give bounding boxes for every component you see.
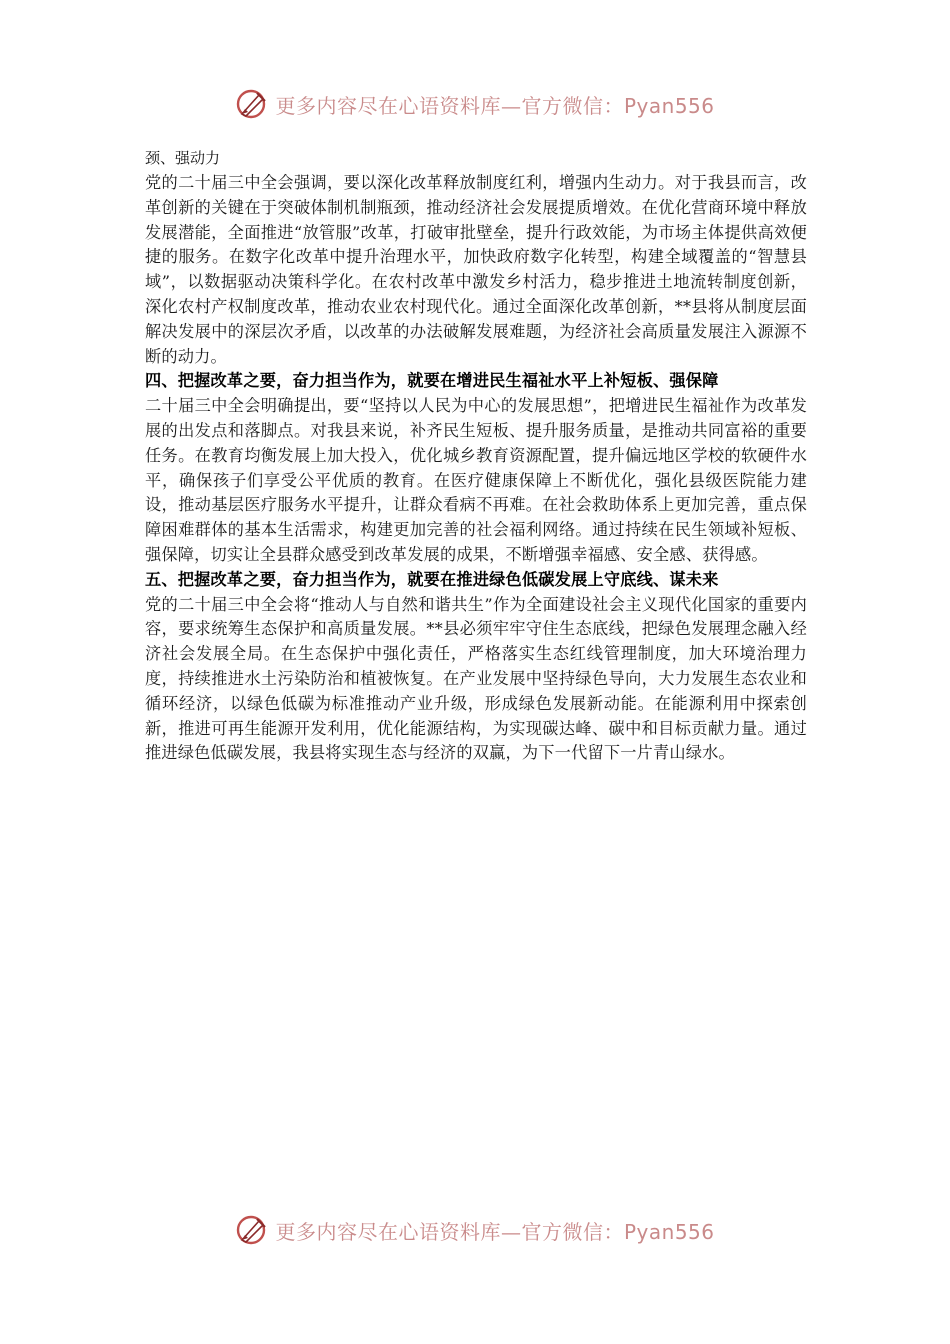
paragraph-livelihood: 二十届三中全会明确提出，要“坚持以人民为中心的发展思想”，把增进民生福祉作为改革发展的出发点和落脚点。对我县来说，补齐民生短板、提升服务质量，是推动共同富裕的重要任务。在教育均衡发展上加大投入，优化城乡教育资源配置，提升偏远地区学校的软硬件水平，确保孩子们享受公平优质的教育。在医疗健康保障上不断优化，强化县级医院能力建设，推动基层医疗服务水平提升，让群众看病不再难。在社会救助体系上更加完善，重点保障困难群体的基本生活需求，构建更加完善的社会福利网络。通过持续在民生领域补短板、强保障，切实让全县群众感受到改革发展的成果，不断增强幸福感、安全感、获得感。 [145, 396, 807, 564]
paragraph-green: 党的二十届三中全会将“推动人与自然和谐共生”作为全面建设社会主义现代化国家的重要内容，要求统筹生态保护和高质量发展。**县必须牢牢守住生态底线，把绿色发展理念融入经济社会发展全局。在生态保护中强化责任，严格落实生态红线管理制度，加大环境治理力度，持续推进水土污染防治和植被恢复。在产业发展中坚持绿色导向，大力发展生态农业和循环经济，以绿色低碳为标准推动产业升级，形成绿色发展新动能。在能源利用中探索创新，推进可再生能源开发利用，优化能源结构，为实现碳达峰、碳中和目标贡献力量。通过推进绿色低碳发展，我县将实现生态与经济的双赢，为下一代留下一片青山绿水。 [145, 594, 807, 763]
continuation-line: 颈、强动力 [145, 150, 221, 167]
document-body [145, 146, 807, 766]
section-heading-4: 四、把握改革之要，奋力担当作为，就要在增进民生福祉水平上补短板、强保障 [145, 371, 719, 391]
header-banner [0, 84, 950, 124]
paragraph-reform: 党的二十届三中全会强调，要以深化改革释放制度红利，增强内生动力。对于我县而言，改革创新的关键在于突破体制机制瓶颈，推动经济社会发展提质增效。在优化营商环境中释放发展潜能，全面推进“放管服”改革，打破审批壁垒，提升行政效能，为市场主体提供高效便捷的服务。在数字化改革中提升治理水平，加快政府数字化转型，构建全域覆盖的“智慧县域”，以数据驱动决策科学化。在农村改革中激发乡村活力，稳步推进土地流转制度创新，深化农村产权制度改革，推动农业农村现代化。通过全面深化改革创新，**县将从制度层面解决发展中的深层次矛盾，以改革的办法破解发展难题，为经济社会高质量发展注入源源不断的动力。 [145, 173, 807, 366]
wechat-id: Pyan556 [623, 93, 715, 118]
section-heading-5: 五、把握改革之要，奋力担当作为，就要在推进绿色低碳发展上守底线、谋未来 [145, 569, 719, 589]
wechat-id: Pyan556 [623, 1219, 715, 1244]
banner-text: 更多内容尽在心语资料库—官方微信：Pyan556 [275, 93, 715, 118]
banner-text: 更多内容尽在心语资料库—官方微信：Pyan556 [275, 1219, 715, 1244]
footer-banner [0, 1210, 950, 1250]
pen-nib-logo-icon [235, 87, 269, 121]
pen-nib-logo-icon [235, 1213, 269, 1247]
